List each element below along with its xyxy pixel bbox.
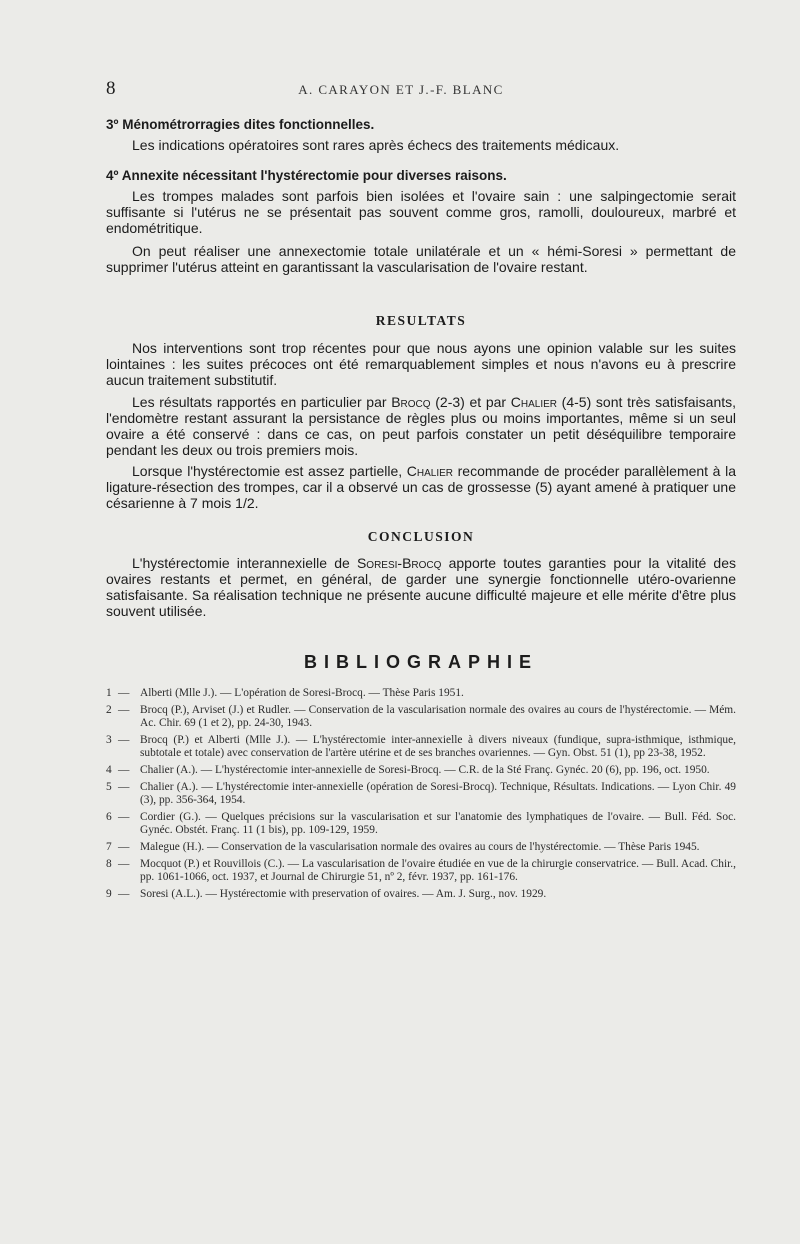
- reference-dash: —: [118, 733, 130, 746]
- reference-dash: —: [118, 887, 130, 900]
- reference-number: 2: [106, 703, 112, 716]
- reference-number: 7: [106, 840, 112, 853]
- results-p3-part-b: recommande de procéder parallèlement à la ligature-résection des trompes, car il a observé un cas de grossesse (5) ayant amené à pratiquer une césarienne à 7 mois 1/2.: [106, 463, 736, 511]
- reference-number: 6: [106, 810, 112, 823]
- results-p2-part-c: (4-5) sont très satisfaisants, l'endomètre restant assurant la persistance de règles plus ou moins importantes, même si un seul ovaire a été conservé : dans ce cas, on peut parfois constater un petit déséquilibre temporaire pendant les deux ou trois premiers mois.: [106, 394, 737, 458]
- reference-item: [106, 811, 736, 838]
- bibliography-heading-block: [106, 652, 736, 673]
- author-brocq: Brocq: [391, 394, 431, 410]
- page-header: [106, 78, 696, 102]
- conclusion-part-a: L'hystérectomie interannexielle de: [132, 555, 357, 571]
- conclusion-heading: CONCLUSION: [367, 529, 475, 544]
- reference-text: Cordier (G.). — Quelques précisions sur la vascularisation et sur l'anatomie des lymphatiques de l'ovaire. — Bull. Féd. Soc. Gynéc. Obstét. Franç. 11 (1 bis), pp. 109-129, 1959.: [140, 810, 736, 837]
- reference-dash: —: [118, 703, 130, 716]
- section-3-number: 3º: [106, 117, 119, 132]
- reference-item: [106, 734, 736, 761]
- bibliography-heading: BIBLIOGRAPHIE: [303, 652, 538, 672]
- results-paragraph-2: [106, 394, 736, 458]
- reference-text: Mocquot (P.) et Rouvillois (C.). — La vascularisation de l'ovaire étudiée en vue de la chirurgie conservatrice. — Bull. Acad. Chir., pp. 1061-1066, oct. 1937, et Journal de Chirurgie 51, nº 2, févr. 1937, pp. 161-176.: [140, 857, 736, 884]
- reference-item: [106, 888, 736, 902]
- reference-text: Chalier (A.). — L'hystérectomie inter-annexielle (opération de Soresi-Brocq). Technique, Résultats. Indications. — Lyon Chir. 49 (3), pp. 356-364, 1954.: [140, 780, 736, 807]
- section-4-number: 4º: [106, 168, 119, 183]
- section-4-title: Annexite nécessitant l'hystérectomie pour diverses raisons.: [121, 168, 507, 183]
- reference-number: 5: [106, 780, 112, 793]
- results-paragraph-1: Nos interventions sont trop récentes pour que nous ayons une opinion valable sur les suites lointaines : les suites précoces ont été remarquablement simples et nous n'avons eu à prescrire aucun traitement substitutif.: [106, 340, 736, 388]
- reference-dash: —: [118, 810, 130, 823]
- reference-item: [106, 841, 736, 855]
- reference-dash: —: [118, 780, 130, 793]
- reference-text: Alberti (Mlle J.). — L'opération de Soresi-Brocq. — Thèse Paris 1951.: [140, 687, 464, 699]
- page-number: 8: [106, 78, 116, 99]
- section-4-paragraph-1: Les trompes malades sont parfois bien isolées et l'ovaire sain : une salpingectomie serait suffisante si l'utérus ne se présentait pas souvent comme gros, ramolli, douloureux, marbré et endométritique.: [106, 188, 736, 236]
- results-heading: RESULTATS: [375, 313, 467, 328]
- section-4: [106, 168, 736, 275]
- reference-dash: —: [118, 687, 130, 699]
- bibliography-list: [106, 687, 736, 904]
- results-p3-part-a: Lorsque l'hystérectomie est assez partielle,: [132, 463, 407, 479]
- conclusion-paragraph: [106, 555, 736, 619]
- section-3-text: Les indications opératoires sont rares après échecs des traitements médicaux.: [132, 137, 620, 153]
- results-paragraph-3: [106, 463, 736, 511]
- reference-item: [106, 687, 736, 701]
- author-soresi-brocq: Soresi-Brocq: [356, 555, 442, 571]
- author-chalier: Chalier: [510, 394, 557, 410]
- results-p2-part-a: Les résultats rapportés en particulier par: [132, 394, 392, 410]
- reference-item: [106, 781, 736, 808]
- reference-number: 1: [106, 687, 112, 699]
- reference-item: [106, 858, 736, 885]
- section-3-heading: [106, 117, 736, 132]
- reference-dash: —: [118, 840, 130, 853]
- results-section: [106, 313, 736, 511]
- reference-text: Brocq (P.) et Alberti (Mlle J.). — L'hystérectomie inter-annexielle à divers niveaux (fundique, supra-isthmique, isthmique, subtotale et totale) avec conservation de l'artère utérine et de ses branches ovariennes. — Gyn. Obst. 51 (1), pp 23-38, 1952.: [140, 733, 736, 760]
- reference-dash: —: [118, 857, 130, 870]
- reference-item: [106, 704, 736, 731]
- reference-dash: —: [118, 763, 130, 776]
- reference-number: 9: [106, 887, 112, 900]
- reference-item: [106, 764, 736, 778]
- reference-number: 3: [106, 733, 112, 746]
- section-3: [106, 117, 736, 153]
- reference-number: 4: [106, 763, 112, 776]
- conclusion-section: [106, 529, 736, 619]
- section-3-title: Ménométrorragies dites fonctionnelles.: [122, 117, 375, 132]
- running-head: A. CARAYON ET J.-F. BLANC: [298, 82, 504, 97]
- section-4-heading: [106, 168, 736, 183]
- section-4-paragraph-2: On peut réaliser une annexectomie totale unilatérale et un « hémi-Soresi » permettant de supprimer l'utérus atteint en garantissant la vascularisation de l'ovaire restant.: [106, 243, 736, 275]
- reference-text: Malegue (H.). — Conservation de la vascularisation normale des ovaires au cours de l'hystérectomie. — Thèse Paris 1945.: [140, 840, 700, 853]
- author-chalier-2: Chalier: [406, 463, 454, 479]
- results-p2-part-b: (2-3) et par: [430, 394, 511, 410]
- conclusion-part-b: apporte toutes garanties pour la vitalité des ovaires restants et permet, en général, de garder une synergie fonctionnelle utéro-ovarienne satisfaisante. Sa réalisation technique ne présente aucune difficulté majeure et elle mérite d'être plus souvent utilisée.: [106, 555, 736, 619]
- reference-text: Chalier (A.). — L'hystérectomie inter-annexielle de Soresi-Brocq. — C.R. de la Sté Franç. Gynéc. 20 (6), pp. 196, oct. 1950.: [140, 763, 710, 776]
- reference-text: Soresi (A.L.). — Hystérectomie with preservation of ovaires. — Am. J. Surg., nov. 1929.: [140, 887, 547, 900]
- reference-number: 8: [106, 857, 112, 870]
- reference-text: Brocq (P.), Arviset (J.) et Rudler. — Conservation de la vascularisation normale des ovaires au cours de l'hystérectomie. — Mém. Ac. Chir. 69 (1 et 2), pp. 24-30, 1943.: [140, 703, 736, 730]
